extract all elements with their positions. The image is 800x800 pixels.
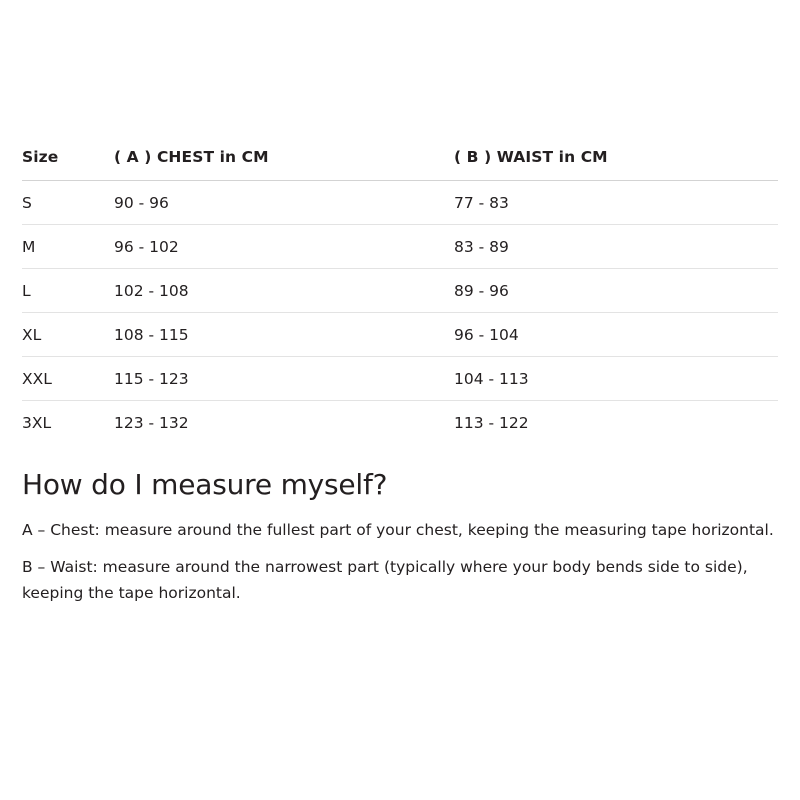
table-row xyxy=(22,225,778,269)
cell-waist: 83 - 89 xyxy=(454,225,778,269)
cell-size: XXL xyxy=(22,357,114,401)
column-header-size: Size xyxy=(22,148,59,166)
cell-chest: 115 - 123 xyxy=(114,357,454,401)
cell-waist: 96 - 104 xyxy=(454,313,778,357)
size-guide-content xyxy=(22,148,778,607)
column-header-waist: ( B ) WAIST in CM xyxy=(454,148,608,166)
size-chart-table xyxy=(22,148,778,444)
cell-size: M xyxy=(22,225,114,269)
cell-size: L xyxy=(22,269,114,313)
table-row xyxy=(22,401,778,445)
cell-chest: 96 - 102 xyxy=(114,225,454,269)
table-row xyxy=(22,357,778,401)
cell-chest: 123 - 132 xyxy=(114,414,189,432)
table-row xyxy=(22,313,778,357)
column-header-chest: ( A ) CHEST in CM xyxy=(114,148,269,166)
size-chart-body xyxy=(22,181,778,445)
cell-chest: 102 - 108 xyxy=(114,269,454,313)
table-row xyxy=(22,269,778,313)
cell-size: 3XL xyxy=(22,414,52,432)
table-header-row xyxy=(22,148,778,181)
cell-size: S xyxy=(22,181,114,225)
cell-chest: 108 - 115 xyxy=(114,313,454,357)
cell-waist: 104 - 113 xyxy=(454,357,778,401)
size-chart-header xyxy=(22,148,778,181)
table-row xyxy=(22,181,778,225)
measure-instruction-chest: A – Chest: measure around the fullest part of your chest, keeping the measuring tape horizontal. xyxy=(22,521,774,539)
section-heading: How do I measure myself? xyxy=(22,468,388,501)
measure-instruction-waist: B – Waist: measure around the narrowest part (typically where your body bends side to side), keeping the tape horizontal. xyxy=(22,557,748,603)
cell-waist: 89 - 96 xyxy=(454,269,778,313)
cell-size: XL xyxy=(22,313,114,357)
cell-waist: 113 - 122 xyxy=(454,414,529,432)
cell-waist: 77 - 83 xyxy=(454,181,778,225)
cell-chest: 90 - 96 xyxy=(114,181,454,225)
